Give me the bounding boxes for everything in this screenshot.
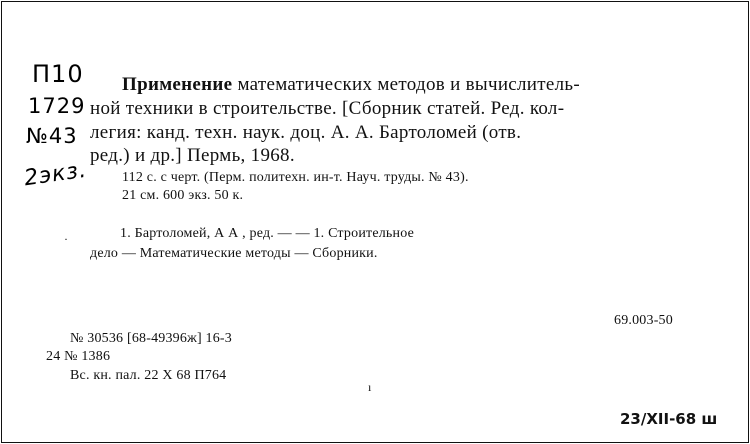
registration-line-2: 24 № 1386	[46, 349, 111, 364]
title-line-2: ной техники в строительстве. [Сборник статей. Ред. кол-	[90, 98, 565, 119]
tracing-line-1: 1. Бартоломей, А А , ред. — — 1. Строительное	[120, 226, 414, 241]
call-number-line2: 1729	[28, 94, 86, 118]
physical-description-2: 21 см. 600 экз. 50 к.	[122, 188, 244, 203]
copies-note: 2экз.	[22, 157, 89, 192]
call-number-line3: №43	[26, 124, 78, 148]
tracing-line-2: дело — Математические методы — Сборники.	[90, 246, 378, 261]
classification-number: 69.003-50	[614, 313, 673, 328]
title-line-1	[122, 74, 580, 96]
registration-line-1: № 30536 [68-49396ж] 16-3	[70, 331, 232, 346]
stray-mark: ı	[368, 380, 372, 394]
title-line-4: ред.) и др.] Пермь, 1968.	[90, 145, 295, 166]
stray-mark: ·	[64, 232, 68, 246]
registration-line-3: Вс. кн. пал. 22 X 68 П764	[70, 368, 227, 383]
title-line-1-rest: математических методов и вычислитель-	[232, 74, 580, 95]
title-line-3: легия: канд. техн. наук. доц. А. А. Бартоломей (отв.	[90, 122, 522, 143]
handwritten-date: 23/XII-68 ш	[620, 410, 718, 428]
call-number-line1: П10	[32, 60, 84, 88]
title-lead-word: Применение	[122, 74, 233, 95]
catalog-card	[1, 1, 749, 443]
physical-description-1: 112 с. с черт. (Перм. политехн. ин-т. Науч. труды. № 43).	[122, 170, 469, 185]
